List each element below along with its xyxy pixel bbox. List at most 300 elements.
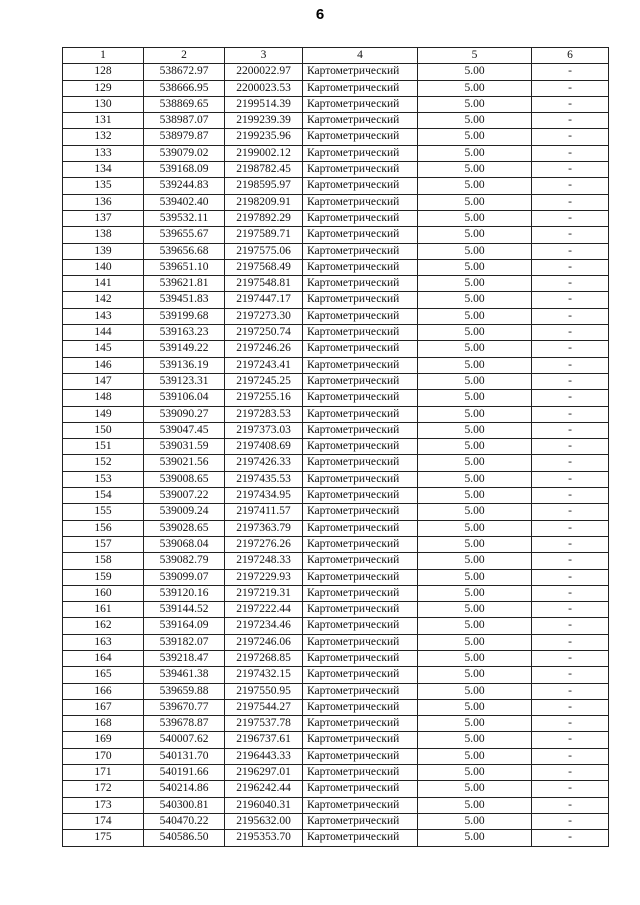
note-cell: -: [532, 667, 609, 683]
point-number-cell: 151: [63, 439, 144, 455]
y-coordinate-cell: 2197435.53: [225, 471, 303, 487]
x-coordinate-cell: 539079.02: [144, 145, 225, 161]
point-number-cell: 144: [63, 325, 144, 341]
y-coordinate-cell: 2196443.33: [225, 748, 303, 764]
y-coordinate-cell: 2197276.26: [225, 536, 303, 552]
method-cell: Картометрический: [303, 634, 418, 650]
x-coordinate-cell: 539082.79: [144, 553, 225, 569]
note-cell: -: [532, 455, 609, 471]
note-cell: -: [532, 781, 609, 797]
accuracy-cell: 5.00: [418, 667, 532, 683]
x-coordinate-cell: 538979.87: [144, 129, 225, 145]
note-cell: -: [532, 553, 609, 569]
y-coordinate-cell: 2197234.46: [225, 618, 303, 634]
y-coordinate-cell: 2197411.57: [225, 504, 303, 520]
note-cell: -: [532, 341, 609, 357]
x-coordinate-cell: 539123.31: [144, 373, 225, 389]
accuracy-cell: 5.00: [418, 259, 532, 275]
accuracy-cell: 5.00: [418, 64, 532, 80]
accuracy-cell: 5.00: [418, 732, 532, 748]
point-number-cell: 139: [63, 243, 144, 259]
table-row: [63, 569, 609, 585]
note-cell: -: [532, 520, 609, 536]
table-row: [63, 732, 609, 748]
x-coordinate-cell: 539182.07: [144, 634, 225, 650]
y-coordinate-cell: 2197283.53: [225, 406, 303, 422]
y-coordinate-cell: 2197537.78: [225, 716, 303, 732]
y-coordinate-cell: 2197408.69: [225, 439, 303, 455]
y-coordinate-cell: 2197568.49: [225, 259, 303, 275]
accuracy-cell: 5.00: [418, 585, 532, 601]
x-coordinate-cell: 538666.95: [144, 80, 225, 96]
y-coordinate-cell: 2197548.81: [225, 276, 303, 292]
table-row: [63, 618, 609, 634]
y-coordinate-cell: 2197222.44: [225, 602, 303, 618]
table-row: [63, 276, 609, 292]
y-coordinate-cell: 2197892.29: [225, 210, 303, 226]
y-coordinate-cell: 2196242.44: [225, 781, 303, 797]
accuracy-cell: 5.00: [418, 813, 532, 829]
point-number-cell: 155: [63, 504, 144, 520]
accuracy-cell: 5.00: [418, 536, 532, 552]
x-coordinate-cell: 539031.59: [144, 439, 225, 455]
note-cell: -: [532, 162, 609, 178]
x-coordinate-cell: 540470.22: [144, 813, 225, 829]
x-coordinate-cell: 540191.66: [144, 765, 225, 781]
accuracy-cell: 5.00: [418, 178, 532, 194]
method-cell: Картометрический: [303, 455, 418, 471]
method-cell: Картометрический: [303, 325, 418, 341]
x-coordinate-cell: 539656.68: [144, 243, 225, 259]
table-row: [63, 357, 609, 373]
method-cell: Картометрический: [303, 162, 418, 178]
header-col-4: 4: [303, 48, 418, 64]
note-cell: -: [532, 194, 609, 210]
method-cell: Картометрический: [303, 667, 418, 683]
accuracy-cell: 5.00: [418, 471, 532, 487]
x-coordinate-cell: 539163.23: [144, 325, 225, 341]
method-cell: Картометрический: [303, 129, 418, 145]
x-coordinate-cell: 539164.09: [144, 618, 225, 634]
y-coordinate-cell: 2197544.27: [225, 699, 303, 715]
x-coordinate-cell: 538672.97: [144, 64, 225, 80]
method-cell: Картометрический: [303, 439, 418, 455]
table-row: [63, 716, 609, 732]
method-cell: Картометрический: [303, 373, 418, 389]
point-number-cell: 158: [63, 553, 144, 569]
table-row: [63, 64, 609, 80]
point-number-cell: 133: [63, 145, 144, 161]
method-cell: Картометрический: [303, 243, 418, 259]
header-col-2: 2: [144, 48, 225, 64]
point-number-cell: 141: [63, 276, 144, 292]
y-coordinate-cell: 2198209.91: [225, 194, 303, 210]
table-row: [63, 341, 609, 357]
note-cell: -: [532, 732, 609, 748]
method-cell: Картометрический: [303, 683, 418, 699]
method-cell: Картометрический: [303, 569, 418, 585]
x-coordinate-cell: 540214.86: [144, 781, 225, 797]
x-coordinate-cell: 539009.24: [144, 504, 225, 520]
point-number-cell: 164: [63, 650, 144, 666]
note-cell: -: [532, 390, 609, 406]
table-row: [63, 194, 609, 210]
x-coordinate-cell: 539621.81: [144, 276, 225, 292]
point-number-cell: 143: [63, 308, 144, 324]
y-coordinate-cell: 2197426.33: [225, 455, 303, 471]
note-cell: -: [532, 422, 609, 438]
note-cell: -: [532, 471, 609, 487]
y-coordinate-cell: 2197246.06: [225, 634, 303, 650]
y-coordinate-cell: 2198595.97: [225, 178, 303, 194]
method-cell: Картометрический: [303, 553, 418, 569]
accuracy-cell: 5.00: [418, 488, 532, 504]
method-cell: Картометрический: [303, 602, 418, 618]
note-cell: -: [532, 129, 609, 145]
point-number-cell: 147: [63, 373, 144, 389]
table-row: [63, 797, 609, 813]
x-coordinate-cell: 540007.62: [144, 732, 225, 748]
accuracy-cell: 5.00: [418, 781, 532, 797]
note-cell: -: [532, 830, 609, 846]
accuracy-cell: 5.00: [418, 129, 532, 145]
x-coordinate-cell: 539199.68: [144, 308, 225, 324]
table-row: [63, 765, 609, 781]
y-coordinate-cell: 2197550.95: [225, 683, 303, 699]
method-cell: Картометрический: [303, 781, 418, 797]
table-row: [63, 129, 609, 145]
header-col-6: 6: [532, 48, 609, 64]
method-cell: Картометрический: [303, 292, 418, 308]
table-row: [63, 113, 609, 129]
method-cell: Картометрический: [303, 830, 418, 846]
point-number-cell: 129: [63, 80, 144, 96]
table-row: [63, 830, 609, 846]
x-coordinate-cell: 539099.07: [144, 569, 225, 585]
table-row: [63, 308, 609, 324]
accuracy-cell: 5.00: [418, 325, 532, 341]
page-number: 6: [315, 6, 325, 23]
note-cell: -: [532, 80, 609, 96]
accuracy-cell: 5.00: [418, 520, 532, 536]
point-number-cell: 148: [63, 390, 144, 406]
point-number-cell: 146: [63, 357, 144, 373]
accuracy-cell: 5.00: [418, 699, 532, 715]
accuracy-cell: 5.00: [418, 227, 532, 243]
method-cell: Картометрический: [303, 618, 418, 634]
note-cell: -: [532, 178, 609, 194]
note-cell: -: [532, 373, 609, 389]
accuracy-cell: 5.00: [418, 422, 532, 438]
y-coordinate-cell: 2196040.31: [225, 797, 303, 813]
note-cell: -: [532, 96, 609, 112]
y-coordinate-cell: 2197363.79: [225, 520, 303, 536]
point-number-cell: 174: [63, 813, 144, 829]
method-cell: Картометрический: [303, 178, 418, 194]
accuracy-cell: 5.00: [418, 634, 532, 650]
table-row: [63, 406, 609, 422]
point-number-cell: 135: [63, 178, 144, 194]
note-cell: -: [532, 259, 609, 275]
point-number-cell: 134: [63, 162, 144, 178]
accuracy-cell: 5.00: [418, 830, 532, 846]
method-cell: Картометрический: [303, 585, 418, 601]
note-cell: -: [532, 292, 609, 308]
note-cell: -: [532, 650, 609, 666]
y-coordinate-cell: 2196297.01: [225, 765, 303, 781]
table-row: [63, 422, 609, 438]
table-row: [63, 178, 609, 194]
point-number-cell: 130: [63, 96, 144, 112]
y-coordinate-cell: 2198782.45: [225, 162, 303, 178]
x-coordinate-cell: 540131.70: [144, 748, 225, 764]
table-row: [63, 585, 609, 601]
header-col-5: 5: [418, 48, 532, 64]
accuracy-cell: 5.00: [418, 748, 532, 764]
table-row: [63, 488, 609, 504]
accuracy-cell: 5.00: [418, 602, 532, 618]
y-coordinate-cell: 2197373.03: [225, 422, 303, 438]
accuracy-cell: 5.00: [418, 276, 532, 292]
method-cell: Картометрический: [303, 113, 418, 129]
method-cell: Картометрический: [303, 80, 418, 96]
point-number-cell: 132: [63, 129, 144, 145]
accuracy-cell: 5.00: [418, 455, 532, 471]
y-coordinate-cell: 2197219.31: [225, 585, 303, 601]
x-coordinate-cell: 539402.40: [144, 194, 225, 210]
x-coordinate-cell: 539090.27: [144, 406, 225, 422]
note-cell: -: [532, 210, 609, 226]
y-coordinate-cell: 2197268.85: [225, 650, 303, 666]
note-cell: -: [532, 504, 609, 520]
header-col-1: 1: [63, 48, 144, 64]
table-row: [63, 259, 609, 275]
y-coordinate-cell: 2197250.74: [225, 325, 303, 341]
accuracy-cell: 5.00: [418, 292, 532, 308]
accuracy-cell: 5.00: [418, 439, 532, 455]
accuracy-cell: 5.00: [418, 357, 532, 373]
x-coordinate-cell: 539028.65: [144, 520, 225, 536]
header-col-3: 3: [225, 48, 303, 64]
point-number-cell: 172: [63, 781, 144, 797]
point-number-cell: 157: [63, 536, 144, 552]
y-coordinate-cell: 2197246.26: [225, 341, 303, 357]
y-coordinate-cell: 2199239.39: [225, 113, 303, 129]
coordinates-table: [62, 47, 609, 847]
y-coordinate-cell: 2197447.17: [225, 292, 303, 308]
point-number-cell: 159: [63, 569, 144, 585]
x-coordinate-cell: 539651.10: [144, 259, 225, 275]
method-cell: Картометрический: [303, 699, 418, 715]
table-row: [63, 650, 609, 666]
point-number-cell: 152: [63, 455, 144, 471]
method-cell: Картометрический: [303, 406, 418, 422]
method-cell: Картометрический: [303, 145, 418, 161]
y-coordinate-cell: 2195632.00: [225, 813, 303, 829]
method-cell: Картометрический: [303, 227, 418, 243]
y-coordinate-cell: 2199514.39: [225, 96, 303, 112]
method-cell: Картометрический: [303, 390, 418, 406]
table-row: [63, 748, 609, 764]
point-number-cell: 175: [63, 830, 144, 846]
method-cell: Картометрический: [303, 471, 418, 487]
point-number-cell: 163: [63, 634, 144, 650]
y-coordinate-cell: 2197245.25: [225, 373, 303, 389]
y-coordinate-cell: 2200022.97: [225, 64, 303, 80]
accuracy-cell: 5.00: [418, 390, 532, 406]
note-cell: -: [532, 813, 609, 829]
accuracy-cell: 5.00: [418, 162, 532, 178]
y-coordinate-cell: 2197575.06: [225, 243, 303, 259]
x-coordinate-cell: 539149.22: [144, 341, 225, 357]
method-cell: Картометрический: [303, 765, 418, 781]
y-coordinate-cell: 2197273.30: [225, 308, 303, 324]
point-number-cell: 145: [63, 341, 144, 357]
note-cell: -: [532, 683, 609, 699]
x-coordinate-cell: 539007.22: [144, 488, 225, 504]
accuracy-cell: 5.00: [418, 145, 532, 161]
x-coordinate-cell: 538869.65: [144, 96, 225, 112]
y-coordinate-cell: 2196737.61: [225, 732, 303, 748]
point-number-cell: 166: [63, 683, 144, 699]
table-row: [63, 471, 609, 487]
note-cell: -: [532, 145, 609, 161]
method-cell: Картометрический: [303, 650, 418, 666]
x-coordinate-cell: 539068.04: [144, 536, 225, 552]
accuracy-cell: 5.00: [418, 210, 532, 226]
point-number-cell: 149: [63, 406, 144, 422]
x-coordinate-cell: 539144.52: [144, 602, 225, 618]
method-cell: Картометрический: [303, 308, 418, 324]
y-coordinate-cell: 2197432.15: [225, 667, 303, 683]
note-cell: -: [532, 325, 609, 341]
accuracy-cell: 5.00: [418, 765, 532, 781]
method-cell: Картометрический: [303, 341, 418, 357]
point-number-cell: 170: [63, 748, 144, 764]
method-cell: Картометрический: [303, 210, 418, 226]
note-cell: -: [532, 357, 609, 373]
method-cell: Картометрический: [303, 96, 418, 112]
method-cell: Картометрический: [303, 422, 418, 438]
x-coordinate-cell: 539655.67: [144, 227, 225, 243]
note-cell: -: [532, 699, 609, 715]
point-number-cell: 128: [63, 64, 144, 80]
x-coordinate-cell: 539218.47: [144, 650, 225, 666]
table-row: [63, 634, 609, 650]
method-cell: Картометрический: [303, 488, 418, 504]
note-cell: -: [532, 748, 609, 764]
table-row: [63, 781, 609, 797]
point-number-cell: 167: [63, 699, 144, 715]
point-number-cell: 140: [63, 259, 144, 275]
x-coordinate-cell: 540586.50: [144, 830, 225, 846]
method-cell: Картометрический: [303, 716, 418, 732]
table-row: [63, 390, 609, 406]
note-cell: -: [532, 439, 609, 455]
table-row: [63, 80, 609, 96]
table-body: [63, 64, 609, 846]
point-number-cell: 162: [63, 618, 144, 634]
accuracy-cell: 5.00: [418, 243, 532, 259]
accuracy-cell: 5.00: [418, 373, 532, 389]
method-cell: Картометрический: [303, 194, 418, 210]
method-cell: Картометрический: [303, 64, 418, 80]
x-coordinate-cell: 538987.07: [144, 113, 225, 129]
point-number-cell: 160: [63, 585, 144, 601]
x-coordinate-cell: 539670.77: [144, 699, 225, 715]
point-number-cell: 154: [63, 488, 144, 504]
note-cell: -: [532, 634, 609, 650]
point-number-cell: 138: [63, 227, 144, 243]
method-cell: Картометрический: [303, 504, 418, 520]
method-cell: Картометрический: [303, 813, 418, 829]
table-row: [63, 504, 609, 520]
x-coordinate-cell: 539120.16: [144, 585, 225, 601]
table-row: [63, 536, 609, 552]
y-coordinate-cell: 2199235.96: [225, 129, 303, 145]
method-cell: Картометрический: [303, 748, 418, 764]
accuracy-cell: 5.00: [418, 96, 532, 112]
note-cell: -: [532, 406, 609, 422]
accuracy-cell: 5.00: [418, 80, 532, 96]
accuracy-cell: 5.00: [418, 716, 532, 732]
accuracy-cell: 5.00: [418, 341, 532, 357]
note-cell: -: [532, 585, 609, 601]
table-row: [63, 96, 609, 112]
y-coordinate-cell: 2197229.93: [225, 569, 303, 585]
method-cell: Картометрический: [303, 520, 418, 536]
accuracy-cell: 5.00: [418, 308, 532, 324]
y-coordinate-cell: 2197255.16: [225, 390, 303, 406]
x-coordinate-cell: 539659.88: [144, 683, 225, 699]
point-number-cell: 150: [63, 422, 144, 438]
table-row: [63, 699, 609, 715]
accuracy-cell: 5.00: [418, 194, 532, 210]
x-coordinate-cell: 539678.87: [144, 716, 225, 732]
x-coordinate-cell: 539451.83: [144, 292, 225, 308]
table-row: [63, 243, 609, 259]
note-cell: -: [532, 243, 609, 259]
accuracy-cell: 5.00: [418, 650, 532, 666]
method-cell: Картометрический: [303, 259, 418, 275]
y-coordinate-cell: 2195353.70: [225, 830, 303, 846]
note-cell: -: [532, 113, 609, 129]
x-coordinate-cell: 539532.11: [144, 210, 225, 226]
x-coordinate-cell: 539461.38: [144, 667, 225, 683]
method-cell: Картометрический: [303, 357, 418, 373]
note-cell: -: [532, 488, 609, 504]
x-coordinate-cell: 539047.45: [144, 422, 225, 438]
x-coordinate-cell: 539106.04: [144, 390, 225, 406]
note-cell: -: [532, 765, 609, 781]
y-coordinate-cell: 2197243.41: [225, 357, 303, 373]
note-cell: -: [532, 64, 609, 80]
point-number-cell: 173: [63, 797, 144, 813]
note-cell: -: [532, 716, 609, 732]
table-row: [63, 292, 609, 308]
x-coordinate-cell: 539244.83: [144, 178, 225, 194]
method-cell: Картометрический: [303, 276, 418, 292]
point-number-cell: 171: [63, 765, 144, 781]
accuracy-cell: 5.00: [418, 797, 532, 813]
table-row: [63, 210, 609, 226]
table-row: [63, 455, 609, 471]
accuracy-cell: 5.00: [418, 618, 532, 634]
table-row: [63, 683, 609, 699]
note-cell: -: [532, 276, 609, 292]
accuracy-cell: 5.00: [418, 553, 532, 569]
table-row: [63, 520, 609, 536]
